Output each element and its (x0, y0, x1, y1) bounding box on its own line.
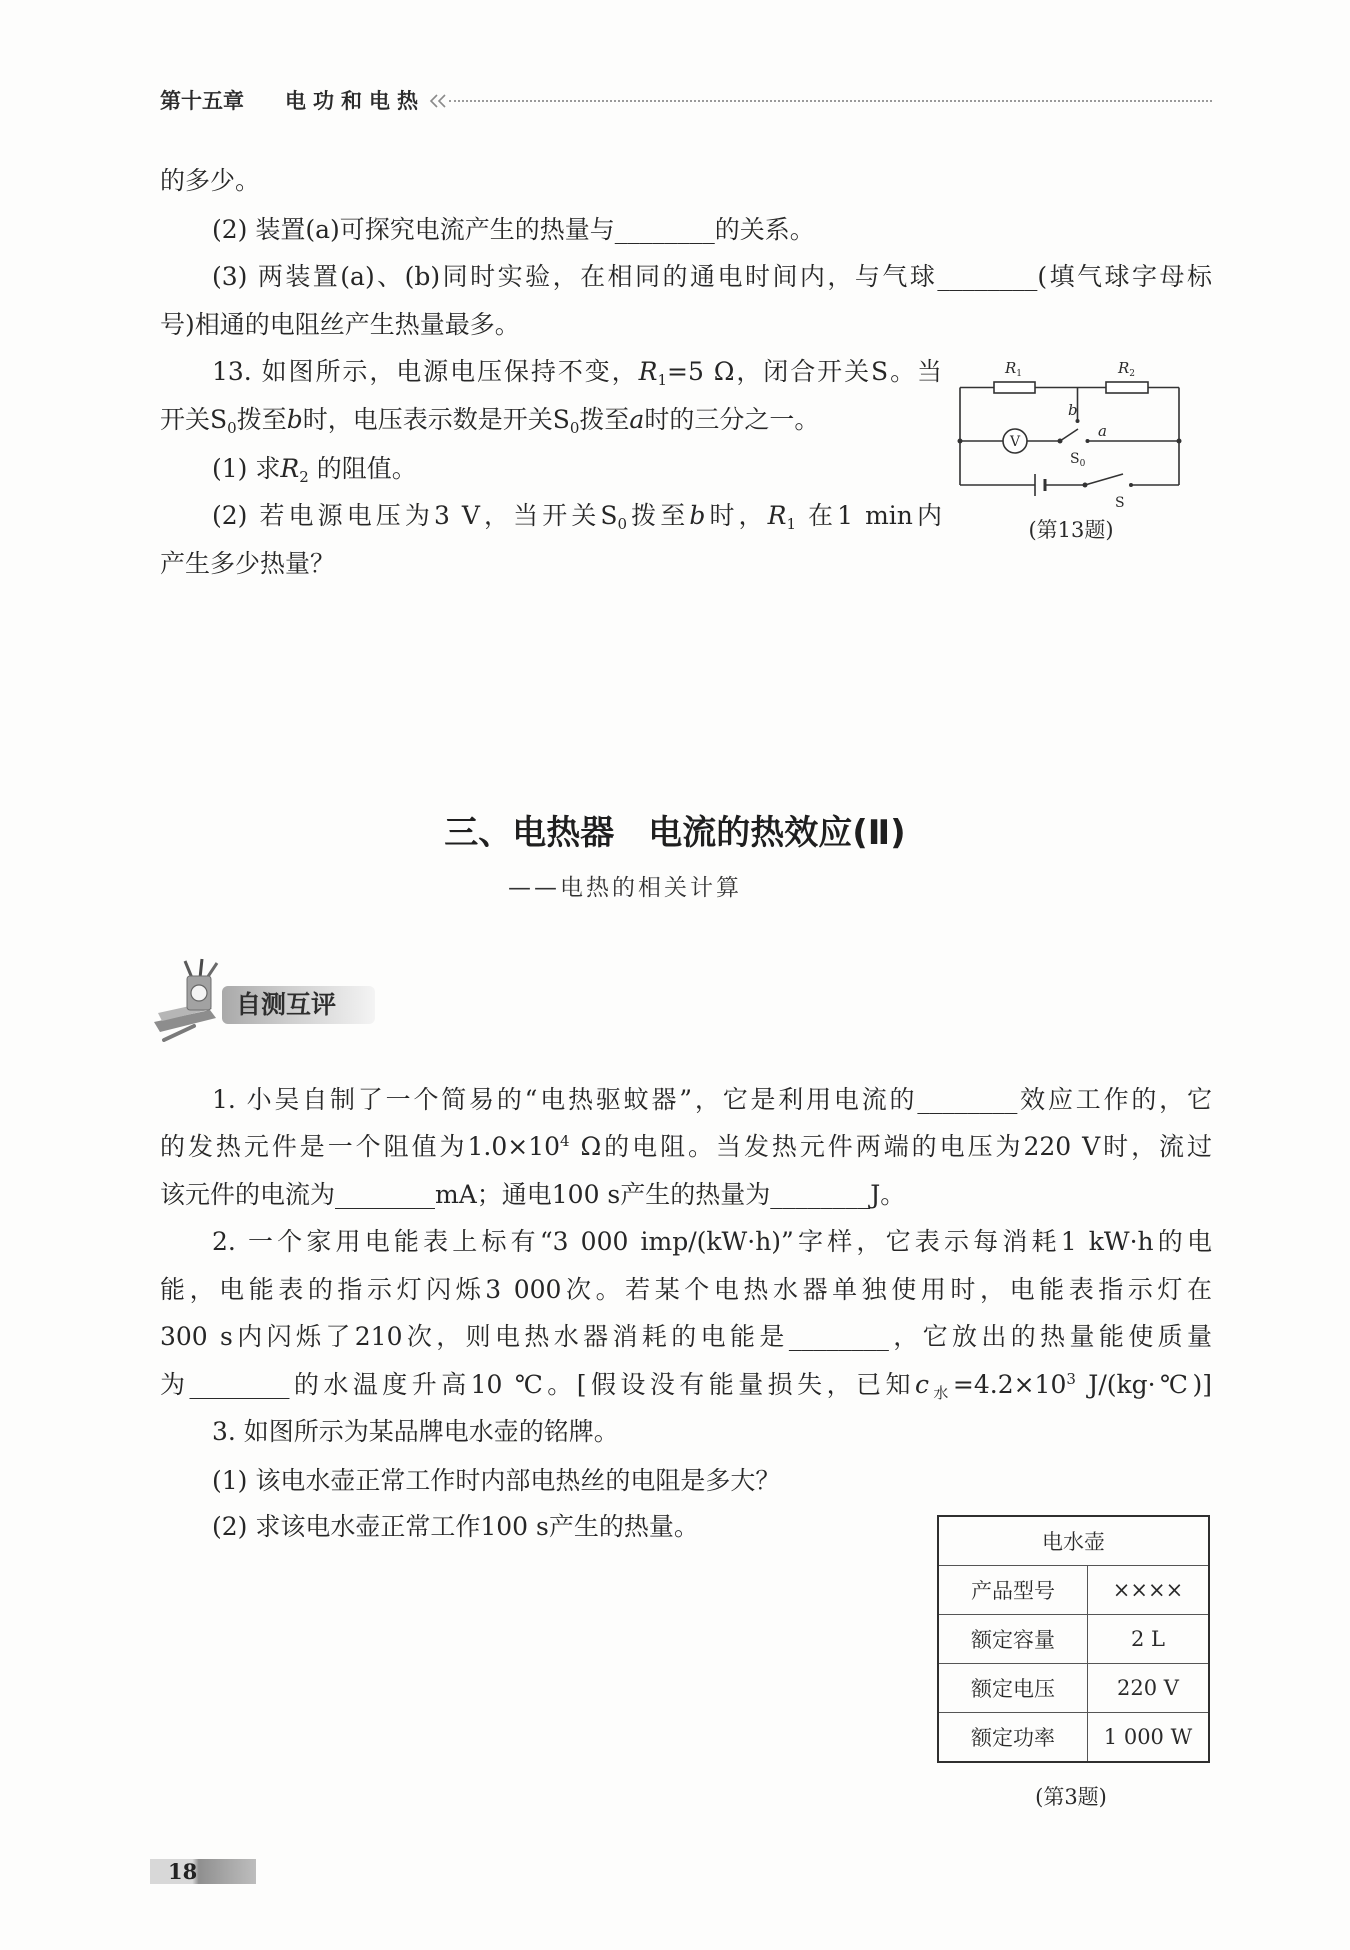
q13-figure-caption: (第13题) (1028, 518, 1114, 542)
switch-s0-blade (1060, 429, 1078, 441)
nameplate-label: 额定容量 (938, 1615, 1088, 1664)
kettle-nameplate-table (937, 1515, 1210, 1763)
q3-part-2: (2) 求该电水壶正常工作100 s产生的热量。 (212, 1512, 699, 1541)
label-a: a (1098, 422, 1107, 440)
label-s0: $S_0$ (1070, 451, 1086, 469)
table-row (938, 1566, 1209, 1615)
label-r1: $R_1$ (1005, 359, 1023, 379)
self-test-badge (150, 958, 380, 1042)
resistor-r2 (1106, 382, 1148, 393)
switch-s-blade (1085, 474, 1123, 485)
nameplate-label: 产品型号 (938, 1566, 1088, 1615)
voltmeter-label: V (1009, 434, 1021, 450)
q3-part-1: (1) 该电水壶正常工作时内部电热丝的电阻是多大？ (212, 1466, 781, 1495)
q13-part-2-line-1: (2) 若电源电压为3 V，当开关S0拨至b时，R1 在1 min内 (212, 501, 942, 533)
prev-question-part-3-line-2: 号)相通的电阻丝产生热量最多。 (160, 310, 520, 339)
q1-line-3: 该元件的电流为________mA；通电100 s产生的热量为________J。 (160, 1180, 906, 1209)
subscript-text: 0 (569, 418, 580, 437)
label-s: S (1115, 495, 1125, 511)
italic-variable: R (638, 357, 658, 386)
resistor-r1 (994, 382, 1035, 393)
italic-variable: c (914, 1370, 929, 1399)
chapter-title: 电功和电热 (285, 89, 425, 113)
table-row (938, 1664, 1209, 1713)
italic-variable: b (286, 405, 303, 434)
q1-line-1: 1. 小吴自制了一个简易的“电热驱蚊器”，它是利用电流的________效应工作的，它 (212, 1085, 1212, 1114)
nameplate-label: 额定电压 (938, 1664, 1088, 1713)
table-row (938, 1713, 1209, 1763)
subscript-text: 0 (227, 418, 237, 437)
page-number: 18 (168, 1859, 198, 1884)
italic-variable: a (629, 405, 645, 434)
nameplate-header-row (938, 1516, 1209, 1566)
subscript-text: 2 (299, 467, 309, 486)
nameplate-value: ×××× (1088, 1566, 1210, 1615)
chapter-label: 第十五章 (160, 89, 244, 113)
nameplate-value: 2 L (1088, 1615, 1210, 1664)
section-subtitle: ——电热的相关计算 (508, 875, 742, 901)
q13-part-1: (1) 求R2 的阻值。 (212, 454, 417, 486)
supscript-text: 4 (560, 1131, 570, 1150)
table-row (938, 1615, 1209, 1664)
contact-a (1086, 439, 1090, 443)
label-r2: $R_2$ (1118, 359, 1136, 379)
subscript-text: 水 (928, 1383, 953, 1402)
junction-left (958, 439, 963, 444)
q13-circuit-diagram (950, 355, 1190, 515)
italic-variable: b (689, 501, 706, 530)
italic-variable: R (767, 501, 787, 530)
q2-line-1: 2. 一个家用电能表上标有“3 000 imp/(kW·h)”字样，它表示每消耗1 kW·h的电 (212, 1227, 1212, 1256)
header-dotted-rule (449, 100, 1212, 102)
page-number-bar (150, 1859, 256, 1884)
junction-right (1177, 439, 1182, 444)
q13-part-2-line-2: 产生多少热量？ (160, 549, 336, 578)
section-title: 三、电热器 电流的热效应(Ⅱ) (444, 813, 906, 853)
subscript-text: 1 (657, 370, 667, 389)
prev-question-part-2: (2) 装置(a)可探究电流产生的热量与________的关系。 (212, 215, 815, 244)
nameplate-value: 1 000 W (1088, 1713, 1210, 1763)
q2-line-2: 能，电能表的指示灯闪烁3 000次。若某个电热水器单独使用时，电能表指示灯在 (160, 1275, 1212, 1304)
q3-stem: 3. 如图所示为某品牌电水壶的铭牌。 (212, 1417, 619, 1446)
badge-label: 自测互评 (222, 986, 375, 1024)
q13-stem-line-2: 开关S0拨至b时，电压表示数是开关S0拨至a时的三分之一。 (160, 405, 820, 437)
subscript-text: 1 (786, 514, 797, 533)
prev-question-part-3-line-1: (3) 两装置(a)、(b)同时实验，在相同的通电时间内，与气球________(填气球字母标 (212, 262, 1212, 291)
nameplate-title: 电水壶 (938, 1516, 1209, 1566)
label-b: b (1068, 401, 1078, 419)
subscript-text: 0 (617, 514, 628, 533)
q13-stem-line-1: 13. 如图所示，电源电压保持不变，R1=5 Ω，闭合开关S。当 (212, 357, 942, 389)
q2-line-4: 为________的水温度升高10 ℃。[假设没有能量损失，已知c水$=4.2\times 10^3$ J/(kg·℃)] (160, 1369, 1212, 1402)
switch-s-contact (1129, 483, 1133, 487)
books-pencils-icon (150, 958, 240, 1042)
supscript-text: 3 (1066, 1369, 1076, 1388)
q1-line-2: 的发热元件是一个阻值为$1.0\times 10^4$ Ω的电阻。当发热元件两端的电压为220 V时，流过 (160, 1131, 1212, 1161)
q3-figure-caption: (第3题) (1035, 1785, 1107, 1809)
q2-line-3: 300 s内闪烁了210次，则电热水器消耗的电能是________，它放出的热量能使质量 (160, 1322, 1212, 1351)
nameplate-value: 220 V (1088, 1664, 1210, 1713)
contact-b (1076, 419, 1080, 423)
header-chevron-icon (428, 93, 448, 109)
italic-variable: R (280, 454, 300, 483)
nameplate-label: 额定功率 (938, 1713, 1088, 1763)
prev-question-line-1: 的多少。 (160, 166, 261, 195)
